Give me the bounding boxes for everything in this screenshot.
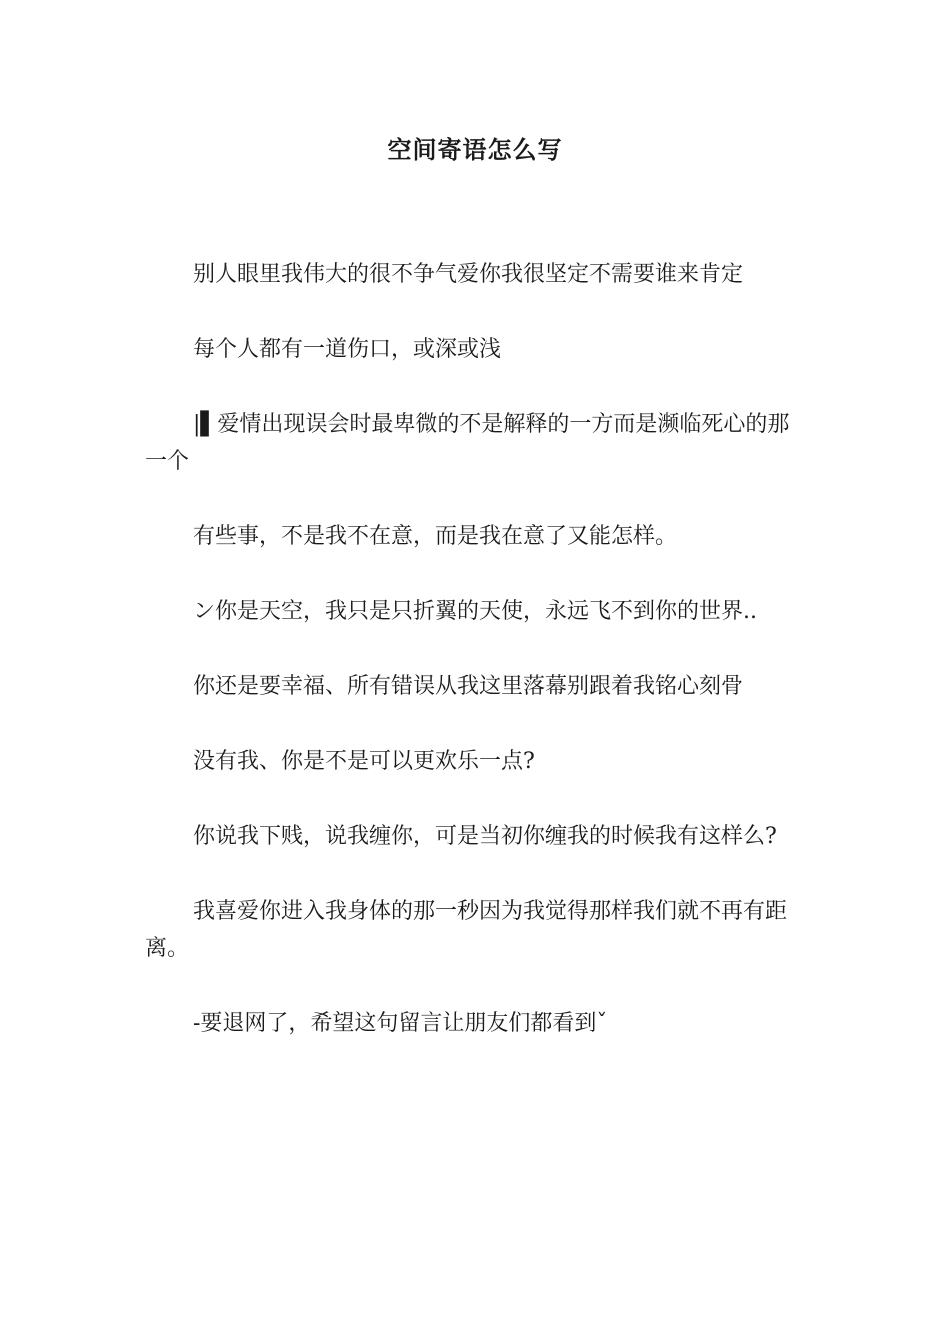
paragraph: 有些事，不是我不在意，而是我在意了又能怎样。: [193, 524, 678, 549]
paragraph: 你说我下贱，说我缠你，可是当初你缠我的时候我有这样么?: [193, 824, 777, 849]
page-title: 空间寄语怎么写: [387, 135, 563, 164]
paragraph: 我喜爱你进入我身体的那一秒因为我觉得那样我们就不再有距离。: [145, 899, 788, 961]
paragraph: ン你是天空，我只是只折翼的天使，永远飞不到你的世界..: [193, 599, 757, 624]
paragraph: 没有我、你是不是可以更欢乐一点?: [193, 749, 535, 774]
paragraph: |▌爱情出现误会时最卑微的不是解释的一方而是濒临死心的那一个: [145, 412, 790, 474]
paragraph: 别人眼里我伟大的很不争气爱你我很坚定不需要谁来肯定: [193, 262, 744, 287]
paragraph: 每个人都有一道伤口，或深或浅: [193, 337, 502, 362]
document-body: [145, 256, 810, 1080]
paragraph: -要退网了，希望这句留言让朋友们都看到ˇ: [193, 1011, 608, 1036]
paragraph: 你还是要幸福、所有错误从我这里落幕别跟着我铭心刻骨: [193, 674, 744, 699]
